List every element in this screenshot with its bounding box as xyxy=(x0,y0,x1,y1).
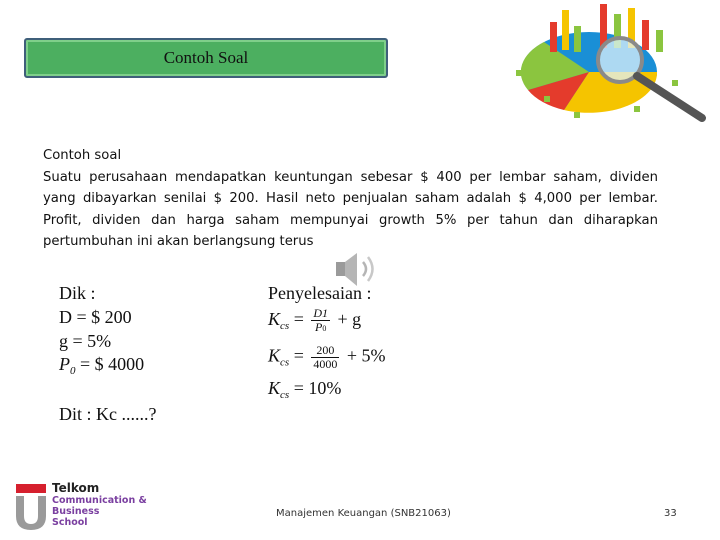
logo-line-telkom: Telkom xyxy=(52,481,100,495)
solution-substitution-row xyxy=(268,344,386,371)
given-p-symbol: P xyxy=(59,354,70,374)
telkom-logo-mark xyxy=(14,482,48,532)
problem-text xyxy=(43,145,658,253)
problem-label: Contoh soal xyxy=(43,148,122,163)
given-d-symbol: D xyxy=(59,307,72,327)
given-p-row xyxy=(59,354,144,377)
formula-denominator xyxy=(311,321,330,335)
plus-g: + g xyxy=(337,309,362,330)
given-heading: Dik : xyxy=(59,283,96,303)
substitution-denominator: 4000 xyxy=(313,357,338,371)
equals-sign: = xyxy=(293,345,304,366)
logo-line-business: Business xyxy=(52,506,100,517)
formula-denominator-subscript: 0 xyxy=(322,324,327,333)
equals-sign: = xyxy=(293,309,304,330)
given-g-row xyxy=(59,331,111,352)
kcs-symbol: K xyxy=(268,378,281,398)
result-value: = 10% xyxy=(293,378,342,398)
kcs-symbol: K xyxy=(268,345,281,366)
slide-title: Contoh Soal xyxy=(163,48,249,67)
substitution-numerator: 200 xyxy=(311,344,339,358)
page-number: 33 xyxy=(664,508,677,519)
solution-formula-row xyxy=(268,307,361,335)
formula-fraction xyxy=(311,307,330,335)
kcs-subscript: cs xyxy=(280,389,290,401)
given-d-value: = $ 200 xyxy=(76,307,132,327)
solution-heading: Penyelesaian : xyxy=(268,283,372,303)
solution-block xyxy=(268,283,468,408)
kcs-symbol: K xyxy=(268,309,281,330)
given-p-subscript: 0 xyxy=(70,365,76,377)
telkom-logo-text xyxy=(52,482,147,528)
slide-title-box xyxy=(24,38,388,78)
chart-magnifier-illustration xyxy=(504,0,718,130)
kcs-subscript: cs xyxy=(280,356,290,369)
footer-course: Manajemen Keuangan (SNB21063) xyxy=(276,508,451,519)
given-block xyxy=(59,283,239,428)
asked-row: Dit : Kc ......? xyxy=(59,404,157,424)
kcs-subscript: cs xyxy=(280,320,290,333)
formula-denominator-symbol: P xyxy=(315,320,323,334)
problem-paragraph: Suatu perusahaan mendapatkan keuntungan sebesar $ 400 per lembar saham, dividen yang dibayarkan senilai $ 200. Hasil neto penjualan saham adalah $ 4,000 per lembar. Profit, dividen dan harga saham mempunyai growth 5% per tahun dan diharapkan pertumbuhan ini akan berlangsung terus xyxy=(43,169,658,249)
logo-line-school: School xyxy=(52,517,88,528)
given-p-value: = $ 4000 xyxy=(80,354,145,374)
plus-five-percent: + 5% xyxy=(346,345,386,366)
solution-result-row xyxy=(268,378,341,401)
telkom-logo xyxy=(14,482,154,534)
logo-line-communication: Communication & xyxy=(52,495,147,506)
formula-numerator: D1 xyxy=(313,306,329,320)
substitution-fraction xyxy=(311,344,339,371)
given-g-symbol: g xyxy=(59,331,68,351)
given-g-value: = 5% xyxy=(72,331,112,351)
given-d-row xyxy=(59,307,132,328)
